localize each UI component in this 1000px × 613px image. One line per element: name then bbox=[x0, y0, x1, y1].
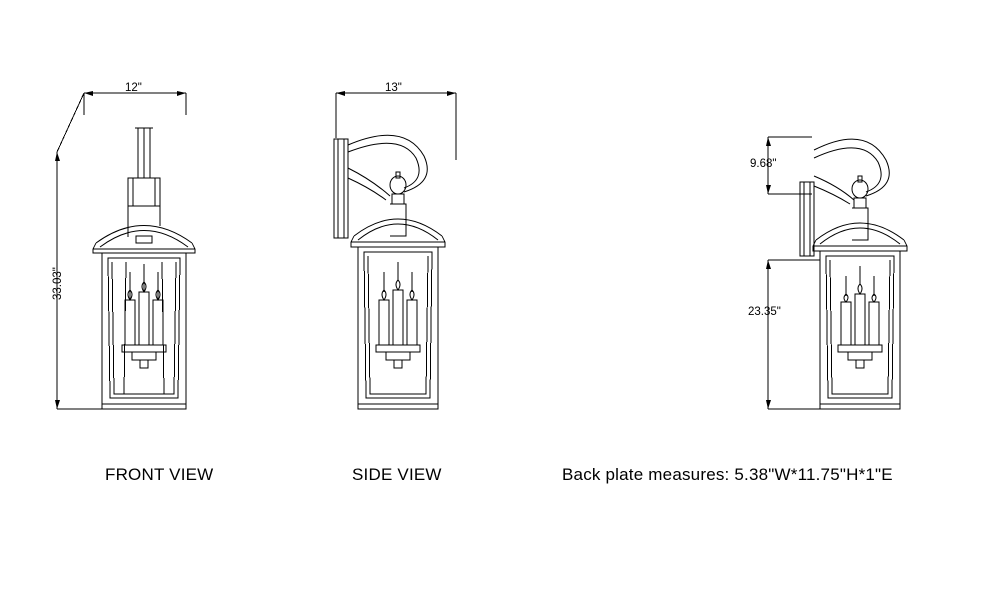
side-view-geometry bbox=[334, 135, 445, 409]
back-view-dimension-lines bbox=[766, 137, 820, 409]
front-view-geometry bbox=[93, 128, 195, 409]
front-view-caption: FRONT VIEW bbox=[105, 465, 214, 484]
side-view-caption: SIDE VIEW bbox=[352, 465, 442, 484]
back-view-geometry bbox=[800, 139, 907, 409]
front-view-dimension-lines bbox=[55, 91, 186, 409]
front-width-dimension-label: 12" bbox=[125, 82, 142, 94]
front-height-dimension-label: 33.03" bbox=[52, 267, 64, 300]
back-top-dimension-label: 9.68" bbox=[750, 158, 777, 170]
side-depth-dimension-label: 13" bbox=[385, 82, 402, 94]
back-plate-measures-caption: Back plate measures: 5.38"W*11.75"H*1"E bbox=[562, 465, 893, 484]
back-bottom-dimension-label: 23.35" bbox=[748, 306, 781, 318]
